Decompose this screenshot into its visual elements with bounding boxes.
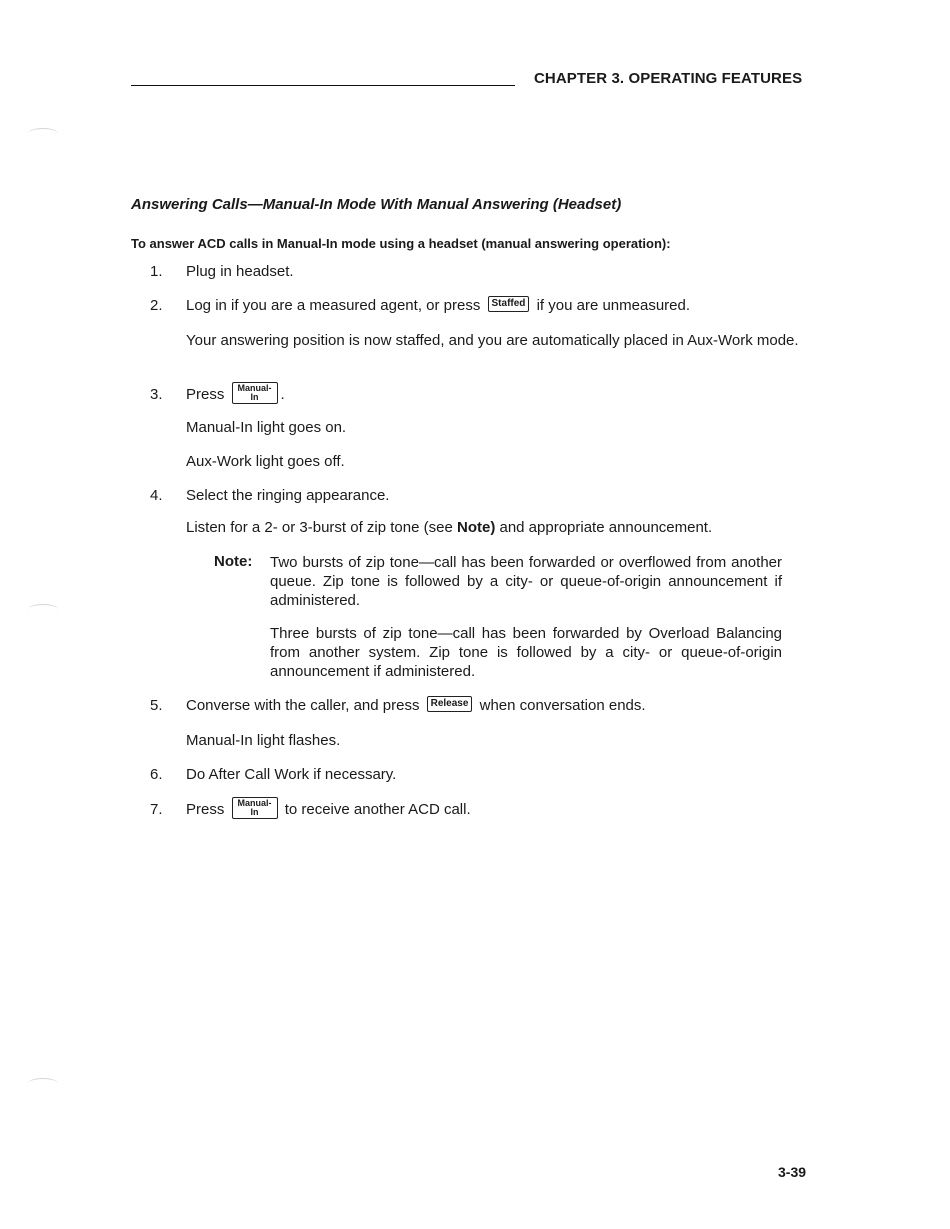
scan-mark [28, 1078, 58, 1089]
release-key: Release [427, 696, 473, 712]
step-number: 2. [150, 297, 163, 314]
step-4-detail: Listen for a 2- or 3-burst of zip tone (see Note) and appropriate announcement. [186, 519, 713, 536]
manual-in-key: Manual- In [232, 382, 278, 404]
scan-mark [28, 604, 58, 615]
step-number: 7. [150, 800, 163, 818]
step-text: Log in if you are a measured agent, or press [186, 297, 481, 314]
lead-instruction: To answer ACD calls in Manual-In mode using a headset (manual answering operation): [131, 236, 671, 251]
step-3-detail: Manual-In light goes on. [186, 419, 347, 436]
step-text: Press [186, 800, 225, 818]
step-5-detail: Manual-In light flashes. [186, 732, 341, 749]
section-title: Answering Calls—Manual-In Mode With Manual Answering (Headset) [131, 196, 622, 213]
staffed-key: Staffed [488, 296, 530, 312]
step-text: to receive another ACD call. [284, 800, 471, 818]
step-number: 1. [150, 263, 163, 280]
note-label: Note: [214, 553, 253, 570]
chapter-heading: CHAPTER 3. OPERATING FEATURES [534, 70, 803, 87]
step-4 [150, 486, 389, 505]
step-2 [150, 296, 690, 315]
step-3-detail: Aux-Work light goes off. [186, 453, 345, 470]
step-number: 4. [150, 487, 163, 504]
step-text: Plug in headset. [186, 263, 294, 280]
note-paragraph: Three bursts of zip tone—call has been forwarded by Overload Balancing from another system. Zip tone is followed by a city- or queue-of-origin announcement if administered. [270, 625, 782, 680]
step-text: if you are unmeasured. [536, 297, 691, 314]
step-text: Do After Call Work if necessary. [186, 766, 397, 783]
step-7 [150, 799, 471, 821]
step-1 [150, 262, 294, 281]
header-rule [131, 85, 515, 86]
step-text: . [280, 385, 285, 403]
step-3 [150, 384, 285, 406]
step-text: Press [186, 385, 225, 403]
step-text: when conversation ends. [479, 697, 646, 714]
step-2-detail: Your answering position is now staffed, and you are automatically placed in Aux-Work mode. [186, 332, 799, 349]
step-5 [150, 696, 646, 715]
manual-in-key: Manual- In [232, 797, 278, 819]
scan-mark [28, 128, 58, 139]
step-6 [150, 765, 396, 784]
step-text: Converse with the caller, and press [186, 697, 420, 714]
page-number: 3-39 [778, 1164, 807, 1180]
note-paragraph: Two bursts of zip tone—call has been forwarded or overflowed from another queue. Zip tone is followed by a city- or queue-of-origin announcement if administered. [270, 554, 782, 609]
step-number: 6. [150, 766, 163, 783]
step-text: Select the ringing appearance. [186, 487, 390, 504]
step-number: 5. [150, 697, 163, 714]
step-number: 3. [150, 385, 163, 403]
